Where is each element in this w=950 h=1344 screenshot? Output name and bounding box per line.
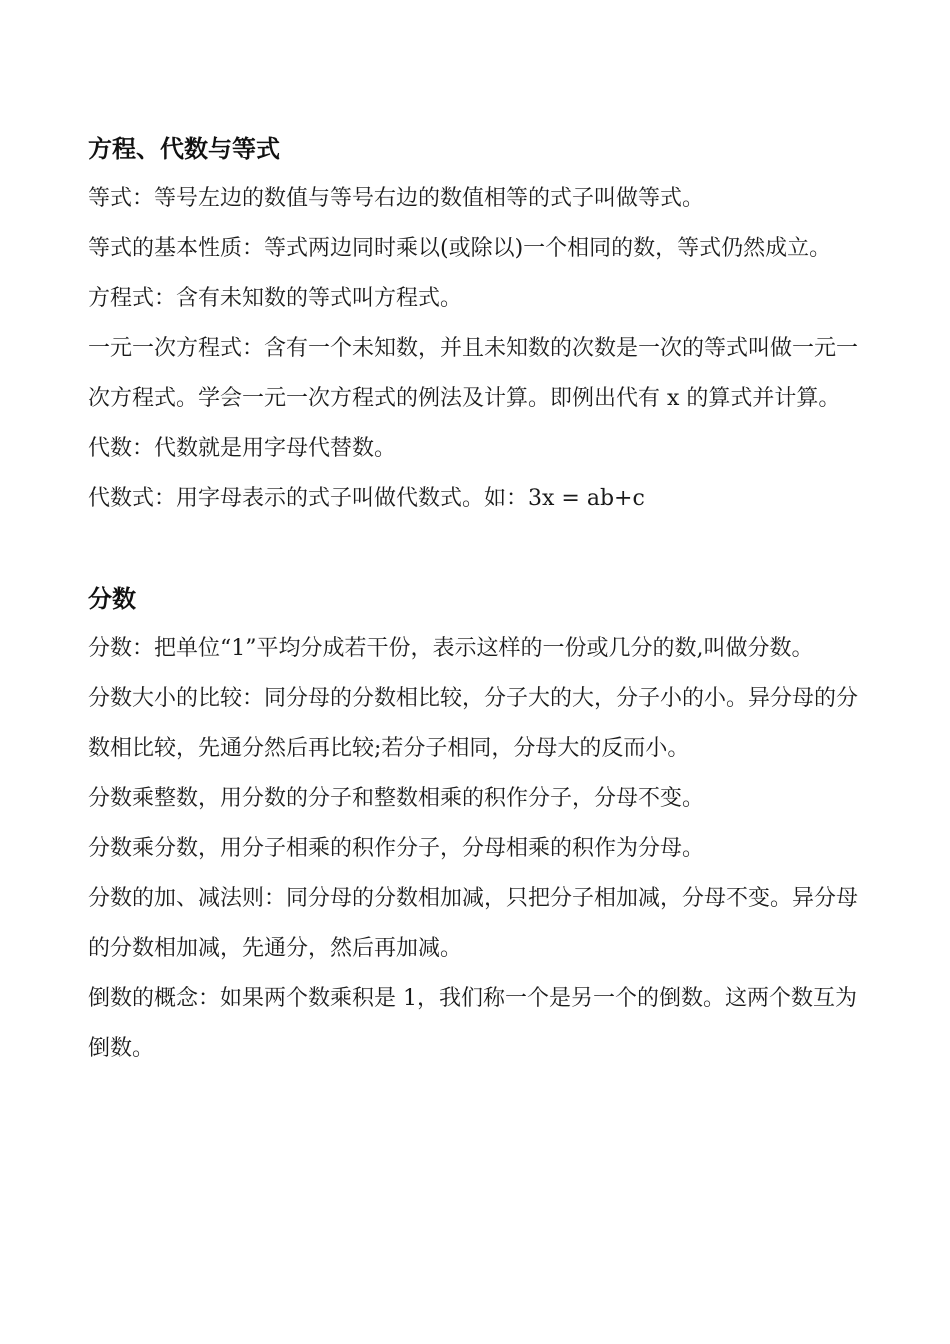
- paragraph-algebraic-expression: 代数式：用字母表示的式子叫做代数式。如：3x = ab+c: [88, 486, 645, 511]
- section-title: 方程、代数与等式: [88, 135, 280, 163]
- document-page: [88, 124, 868, 1074]
- paragraph-fraction-add-subtract: 分数的加、减法则：同分母的分数相加减，只把分子相加减，分母不变。异分母的分数相加减，先通分，然后再加减。: [88, 886, 859, 961]
- paragraph-fraction-comparison: 分数大小的比较：同分母的分数相比较，分子大的大，分子小的小。异分母的分数相比较，先通分然后再比较;若分子相同，分母大的反而小。: [88, 686, 859, 761]
- paragraph-fraction-definition: 分数：把单位“1”平均分成若干份，表示这样的一份或几分的数,叫做分数。: [88, 636, 814, 661]
- paragraph-equation-property: 等式的基本性质：等式两边同时乘以(或除以)一个相同的数，等式仍然成立。: [88, 236, 832, 261]
- paragraph-reciprocal: 倒数的概念：如果两个数乘积是 1，我们称一个是另一个的倒数。这两个数互为倒数。: [88, 986, 857, 1061]
- paragraph-equation-formula: 方程式：含有未知数的等式叫方程式。: [88, 286, 463, 311]
- section-title: 分数: [88, 585, 136, 613]
- paragraph-fraction-times-fraction: 分数乘分数，用分子相乘的积作分子，分母相乘的积作为分母。: [88, 836, 705, 861]
- paragraph-algebra: 代数：代数就是用字母代替数。: [88, 436, 397, 461]
- paragraph-linear-equation: 一元一次方程式：含有一个未知数，并且未知数的次数是一次的等式叫做一元一次方程式。学会一元一次方程式的例法及计算。即例出代有 x 的算式并计算。: [88, 336, 859, 411]
- section-equations: [88, 124, 868, 524]
- paragraph-equation-definition: 等式：等号左边的数值与等号右边的数值相等的式子叫做等式。: [88, 186, 705, 211]
- paragraph-fraction-times-integer: 分数乘整数，用分数的分子和整数相乘的积作分子，分母不变。: [88, 786, 705, 811]
- section-fractions: [88, 574, 868, 1074]
